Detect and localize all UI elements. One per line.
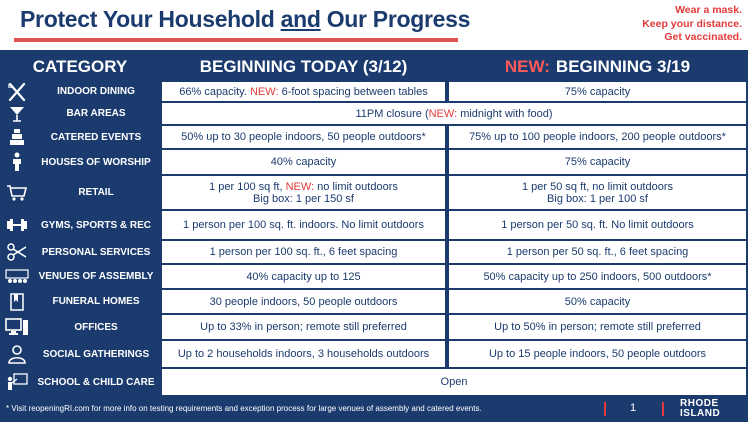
logo-line-1: RHODE [680, 398, 719, 409]
span-cell: Open [162, 369, 746, 395]
new-cell: 75% up to 100 people indoors, 200 people outdoors* [449, 126, 746, 148]
today-cell: 1 person per 100 sq. ft., 6 feet spacing [162, 241, 445, 263]
title-part-3: Our Progress [320, 6, 471, 32]
logo-line-2: ISLAND [680, 408, 721, 419]
row-indoor-dining [0, 81, 748, 102]
page-footer [0, 396, 748, 422]
today-text: 1 per 100 sq ft, [209, 180, 286, 193]
row-catered-events [0, 125, 748, 149]
new-text: 1 per 50 sq ft, no limit outdoors [521, 180, 674, 193]
scissors-icon [0, 240, 34, 264]
audience-icon [0, 264, 34, 289]
new-second-line: Big box: 1 per 100 sf [547, 192, 648, 205]
advice-mask: Wear a mask. [675, 4, 742, 16]
today-cell: 40% capacity [162, 150, 445, 174]
today-text: 66% capacity. [179, 85, 250, 98]
teacher-icon [0, 368, 34, 396]
category-label: OFFICES [74, 321, 118, 333]
new-highlight: NEW: [285, 180, 315, 193]
today-cell: Up to 33% in person; remote still preferred [162, 315, 445, 339]
column-header-new-text: BEGINNING 3/19 [555, 56, 691, 76]
row-social-gatherings [0, 340, 748, 368]
category-label: PERSONAL SERVICES [41, 246, 151, 258]
today-cell: Up to 2 households indoors, 3 households outdoors [162, 341, 445, 367]
column-header-category: CATEGORY [32, 56, 128, 76]
today-cell [162, 82, 445, 101]
category-label: GYMS, SPORTS & REC [40, 219, 151, 231]
today-cell: 30 people indoors, 50 people outdoors [162, 290, 445, 313]
footnote: * Visit reopeningRI.com for more info on testing requirements and exception process for large venues of assembly and catered events. [6, 404, 482, 413]
row-bar-areas [0, 102, 748, 125]
category-label: CATERED EVENTS [50, 131, 142, 143]
today-cell [162, 176, 445, 209]
new-cell: Up to 50% in person; remote still preferred [449, 315, 746, 339]
today-cell: 40% capacity up to 125 [162, 265, 445, 288]
cart-icon [0, 175, 34, 210]
category-label: INDOOR DINING [57, 86, 135, 97]
worship-icon [0, 149, 34, 175]
new-cell: 50% capacity [449, 290, 746, 313]
span-cell [162, 103, 746, 124]
span-text-continued: midnight with food) [457, 107, 553, 120]
today-second-line: Big box: 1 per 150 sf [253, 192, 354, 205]
advice-vaccinate: Get vaccinated. [664, 31, 742, 43]
person-icon [0, 340, 34, 368]
category-label: SCHOOL & CHILD CARE [37, 376, 155, 388]
row-offices [0, 314, 748, 340]
new-cell: Up to 15 people indoors, 50 people outdoors [449, 341, 746, 367]
title-part-1: Protect Your Household [20, 6, 281, 32]
category-label: HOUSES OF WORSHIP [41, 156, 151, 168]
new-cell: 75% capacity [449, 82, 746, 101]
new-highlight: NEW: [249, 85, 279, 98]
today-cell: 50% up to 30 people indoors, 50 people outdoors* [162, 126, 445, 148]
cocktail-icon [0, 102, 34, 125]
today-cell: 1 person per 100 sq. ft. indoors. No limit outdoors [162, 211, 445, 239]
new-cell: 75% capacity [449, 150, 746, 174]
title-underline-rule [14, 38, 458, 42]
row-venues-of-assembly [0, 264, 748, 289]
row-houses-of-worship [0, 149, 748, 175]
row-funeral-homes [0, 289, 748, 314]
span-text: 11PM closure ( [355, 107, 429, 120]
category-label: BAR AREAS [66, 108, 126, 119]
computer-icon [0, 314, 34, 340]
cake-icon [0, 125, 34, 149]
divider-right [662, 402, 664, 416]
page-header [0, 0, 748, 50]
category-label: RETAIL [78, 187, 114, 198]
advice-distance: Keep your distance. [642, 17, 742, 30]
new-cell: 1 person per 50 sq. ft. No limit outdoors [449, 211, 746, 239]
utensils-icon [0, 81, 34, 102]
divider-left [604, 402, 606, 416]
title-part-2: and [280, 6, 321, 32]
page-title [20, 6, 470, 33]
row-gyms-sports-rec [0, 210, 748, 240]
column-header-new [449, 50, 746, 83]
category-label: VENUES OF ASSEMBLY [38, 271, 154, 282]
category-label: SOCIAL GATHERINGS [42, 348, 150, 360]
today-text-continued: no limit outdoors [314, 180, 398, 193]
today-text-continued: 6-foot spacing between tables [278, 85, 428, 98]
row-retail [0, 175, 748, 210]
book-icon [0, 289, 34, 314]
rhode-island-logo [680, 399, 720, 419]
page-number: 1 [630, 402, 637, 414]
row-personal-services [0, 240, 748, 264]
dumbbell-icon [0, 210, 34, 240]
new-cell [449, 176, 746, 209]
restrictions-table [0, 50, 748, 396]
new-highlight: NEW: [428, 107, 458, 120]
category-label: FUNERAL HOMES [52, 296, 140, 307]
row-school-child-care [0, 368, 748, 396]
new-cell: 50% capacity up to 250 indoors, 500 outdoors* [449, 265, 746, 288]
new-label: NEW: [504, 56, 550, 76]
column-header-today: BEGINNING TODAY (3/12) [199, 56, 408, 76]
new-cell: 1 person per 50 sq. ft., 6 feet spacing [449, 241, 746, 263]
safety-advice [642, 4, 742, 45]
